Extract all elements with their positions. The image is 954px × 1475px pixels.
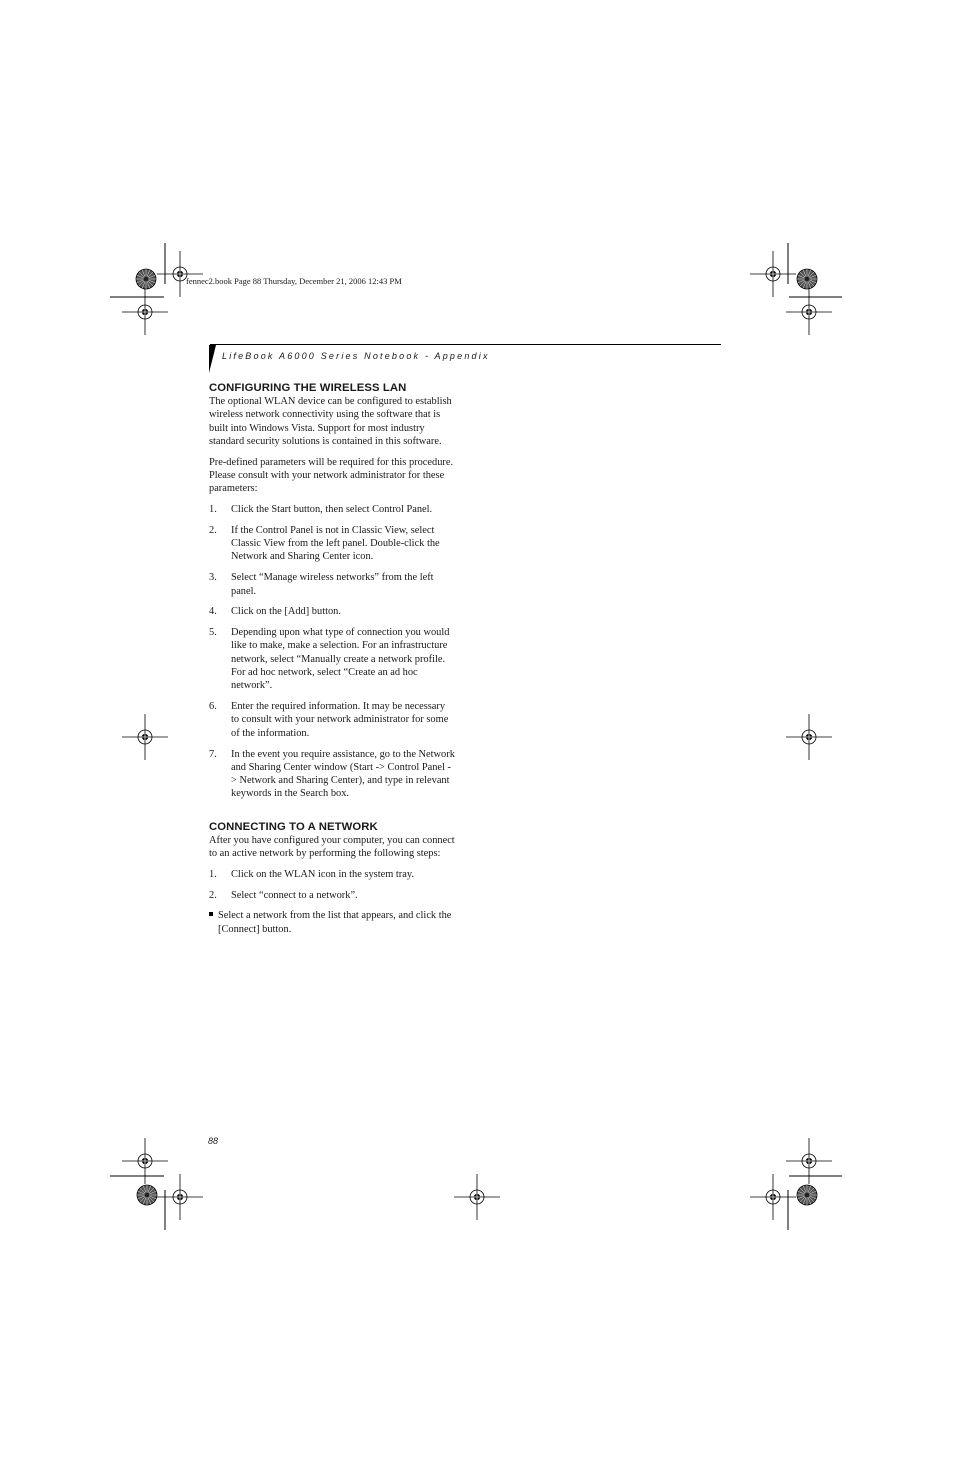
step-text: Enter the required information. It may be necessary to consult with your network administrator for some of the information. xyxy=(231,701,449,739)
step-number: 2. xyxy=(209,524,217,536)
registration-crosshair-icon xyxy=(750,251,796,297)
step-number: 5. xyxy=(209,627,217,639)
body-paragraph: Pre-defined parameters will be required for this procedure. Please consult with your network administrator for these parameters: xyxy=(209,456,454,495)
registration-crosshair-icon xyxy=(750,1174,796,1220)
bullet-square-icon xyxy=(209,912,213,916)
page-number: 88 xyxy=(208,1136,219,1146)
step-number: 4. xyxy=(209,606,217,618)
registration-crosshair-icon xyxy=(786,289,832,335)
step-text: Click on the [Add] button. xyxy=(231,606,341,618)
step-text: Select “connect to a network”. xyxy=(231,889,358,901)
step-text: In the event you require assistance, go to the Network and Sharing Center window (Start -> Control Panel -> Network and Sharing Center), and type in relevant keywords in the Search box. xyxy=(231,748,455,800)
registration-star-icon xyxy=(137,1185,157,1205)
list-item xyxy=(209,868,455,881)
list-item xyxy=(209,605,455,618)
step-number: 7. xyxy=(209,748,217,760)
registration-crosshair-icon xyxy=(454,1174,500,1220)
registration-crosshair-icon xyxy=(122,1138,168,1184)
connect-steps-list xyxy=(209,868,455,902)
registration-crosshair-icon xyxy=(786,1138,832,1184)
step-text: If the Control Panel is not in Classic View, select Classic View from the left panel. Double-click the Network and Sharing Center icon. xyxy=(231,524,440,563)
header-tab-marker xyxy=(209,345,216,373)
registration-star-icon xyxy=(797,1185,817,1205)
step-number: 1. xyxy=(209,504,217,516)
bullet-text: Select a network from the list that appears, and click the [Connect] button. xyxy=(218,910,452,935)
print-slug: fennec2.book Page 88 Thursday, December 21, 2006 12:43 PM xyxy=(186,276,402,286)
registration-crosshair-icon xyxy=(786,714,832,760)
step-text: Click the Start button, then select Control Panel. xyxy=(231,504,433,516)
main-content xyxy=(209,382,455,936)
registration-crosshair-icon xyxy=(122,289,168,335)
registration-crosshair-icon xyxy=(122,714,168,760)
list-item xyxy=(209,700,455,740)
running-header: LifeBook A6000 Series Notebook - Appendix xyxy=(222,351,490,361)
section-heading-configuring: CONFIGURING THE WIRELESS LAN xyxy=(209,382,407,394)
step-number: 1. xyxy=(209,868,217,880)
list-item xyxy=(209,524,455,564)
registration-crosshair-icon xyxy=(157,251,203,297)
header-rule xyxy=(210,344,721,345)
registration-star-icon xyxy=(797,269,817,289)
registration-star-icon xyxy=(136,269,156,289)
step-text: Select “Manage wireless networks” from the left panel. xyxy=(231,572,434,597)
configure-steps-list xyxy=(209,503,455,801)
list-item xyxy=(209,748,455,801)
step-number: 2. xyxy=(209,889,217,901)
list-item xyxy=(209,889,455,902)
step-number: 6. xyxy=(209,701,217,713)
bullet-item xyxy=(209,909,455,936)
step-text: Depending upon what type of connection you would like to make, make a selection. For an infrastructure network, select “Manually create a network profile. For ad hoc network, select “Create an ad hoc network”. xyxy=(231,627,450,692)
list-item xyxy=(209,571,455,598)
list-item xyxy=(209,626,455,692)
step-text: Click on the WLAN icon in the system tray. xyxy=(231,868,414,880)
registration-crosshair-icon xyxy=(157,1174,203,1220)
list-item xyxy=(209,503,455,516)
body-paragraph: After you have configured your computer, you can connect to an active network by performing the following steps: xyxy=(209,834,455,860)
body-paragraph: The optional WLAN device can be configured to establish wireless network connectivity using the software that is built into Windows Vista. Support for most industry standard security solutions is contained in this software. xyxy=(209,396,452,447)
section-heading-connecting: CONNECTING TO A NETWORK xyxy=(209,820,378,833)
step-number: 3. xyxy=(209,572,217,584)
